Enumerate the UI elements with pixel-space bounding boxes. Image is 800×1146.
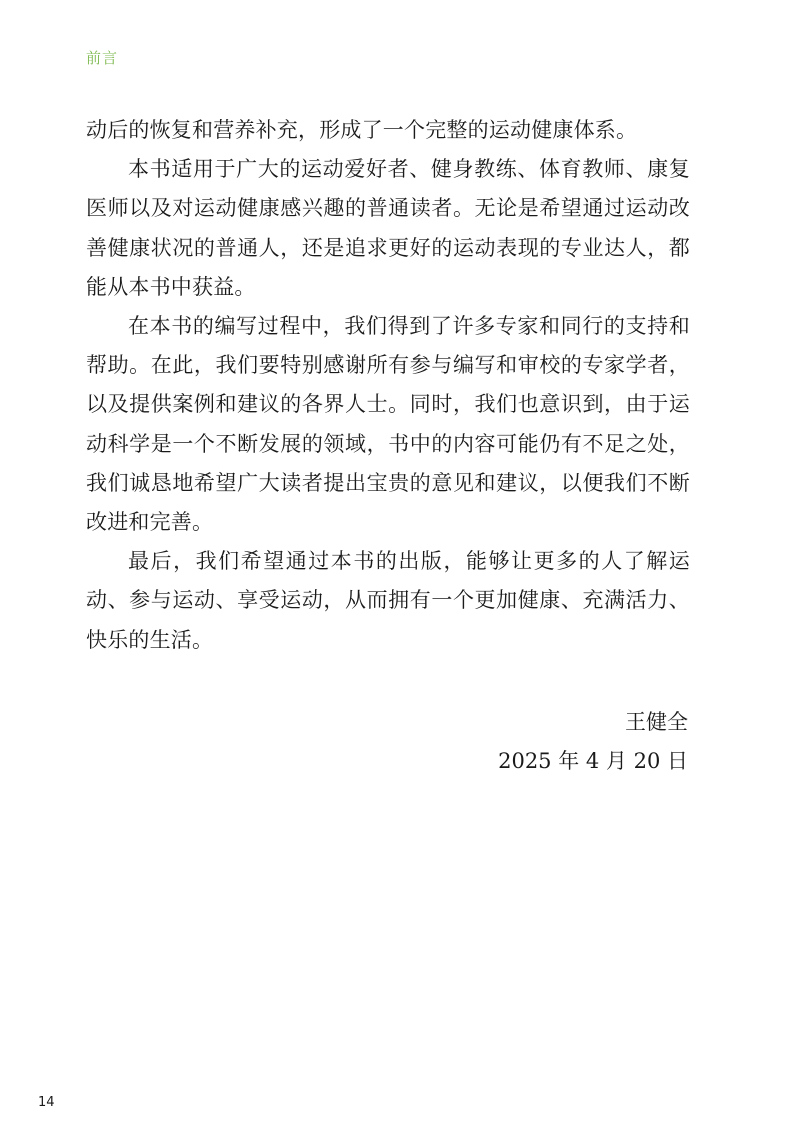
page-number: 14 — [38, 1095, 55, 1110]
signature-author: 王健全 — [625, 710, 688, 734]
paragraph-acknowledgements: 在本书的编写过程中，我们得到了许多专家和同行的支持和帮助。在此，我们要特别感谢所有参与编写和审校的专家学者，以及提供案例和建议的各界人士。同时，我们也意识到，由于运动科学是一个不断发展的领域，书中的内容可能仍有不足之处，我们诚恳地希望广大读者提出宝贵的意见和建议，以便我们不断改进和完善。 — [86, 314, 690, 535]
running-header: 前言 — [86, 49, 119, 67]
paragraph-audience: 本书适用于广大的运动爱好者、健身教练、体育教师、康复医师以及对运动健康感兴趣的普通读者。无论是希望通过运动改善健康状况的普通人，还是追求更好的运动表现的专业达人，都能从本书中获益。 — [86, 157, 690, 299]
paragraph-closing: 最后，我们希望通过本书的出版，能够让更多的人了解运动、参与运动、享受运动，从而拥有一个更加健康、充满活力、快乐的生活。 — [86, 549, 690, 652]
signature-block — [498, 703, 688, 781]
signature-date: 2025 年 4 月 20 日 — [498, 749, 688, 774]
paragraph-continuation: 动后的恢复和营养补充，形成了一个完整的运动健康体系。 — [86, 118, 638, 142]
preface-body — [86, 111, 690, 660]
